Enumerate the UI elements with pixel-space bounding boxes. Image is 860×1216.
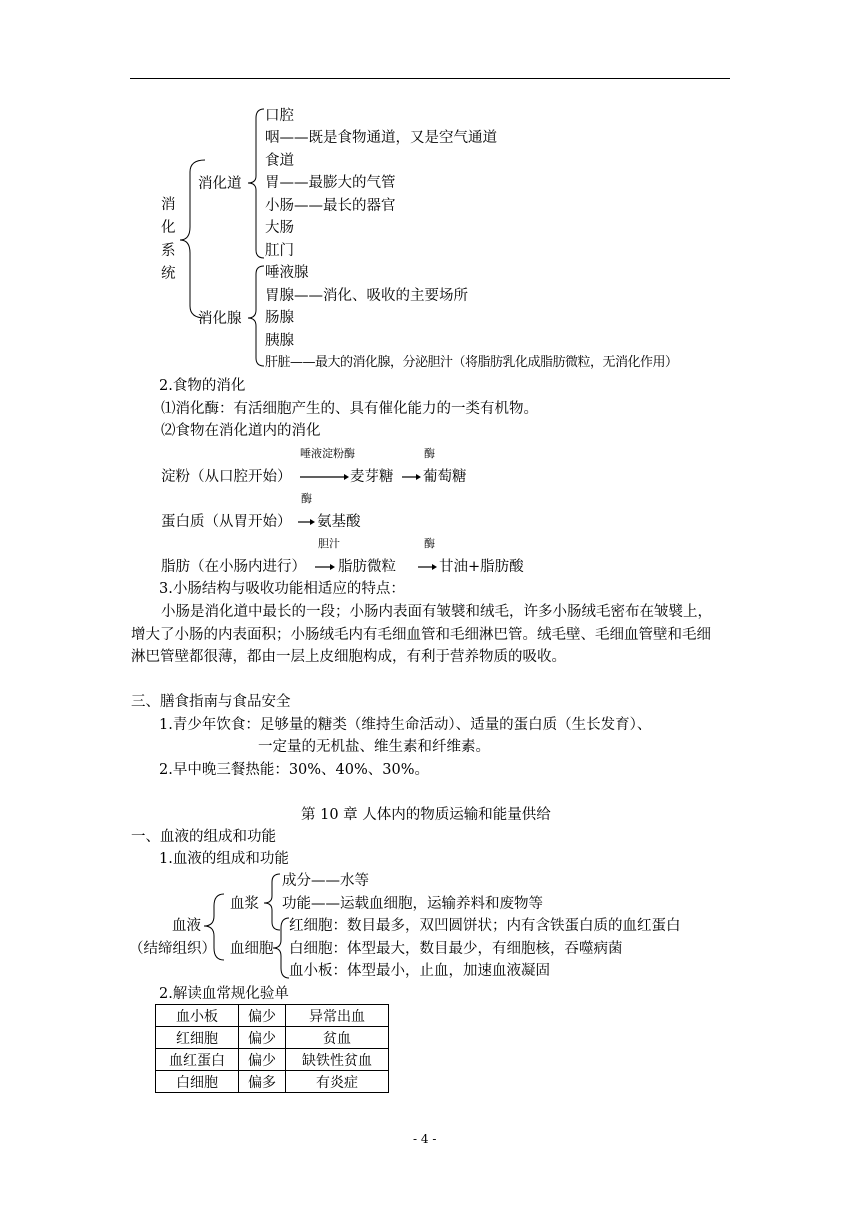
cells-label: 血细胞 (230, 941, 274, 957)
cell-item: 红细胞：数目最多，双凹圆饼状；内有含铁蛋白质的血红蛋白 (289, 918, 681, 934)
starch-mid: 麦芽糖 (350, 469, 394, 485)
chapter-title: 第 10 章 人体内的物质运输和能量供给 (301, 807, 551, 823)
section-heading: 3.小肠结构与吸收功能相适应的特点： (159, 581, 405, 597)
fat-label: 脂肪（在小肠内进行） (161, 559, 306, 575)
system-char: 系 (161, 243, 176, 259)
tract-item: 口腔 (265, 108, 294, 124)
table-row (156, 1071, 389, 1093)
diet-line: 1.青少年饮食：足够量的糖类（维持生命活动）、适量的蛋白质（生长发育）、 (159, 717, 652, 733)
paragraph-line: 增大了小肠的内表面积；小肠绒毛内有毛细血管和毛细淋巴管。绒毛壁、毛细血管壁和毛细 (131, 627, 711, 643)
table-cell: 偏少 (239, 1027, 286, 1049)
starch-end: 葡萄糖 (423, 469, 467, 485)
plasma-label: 血浆 (230, 896, 259, 912)
tract-item: 咽——既是食物通道，又是空气通道 (265, 130, 497, 146)
table-cell: 血小板 (156, 1005, 239, 1027)
section-heading: 一、血液的组成和功能 (131, 829, 276, 845)
tract-item: 肛门 (265, 243, 294, 259)
gland-item: 胰腺 (265, 333, 294, 349)
protein-label: 蛋白质（从胃开始） (161, 514, 292, 530)
gland-item: 唾液腺 (265, 265, 309, 281)
fat-enzyme-1: 胆汁 (318, 537, 340, 550)
fat-end: 甘油+脂肪酸 (439, 559, 524, 575)
starch-enzyme-1: 唾液淀粉酶 (300, 447, 355, 460)
system-char: 化 (161, 220, 176, 236)
tract-item: 胃——最膨大的气管 (265, 175, 396, 191)
plasma-item: 成分——水等 (282, 873, 369, 889)
section-heading: 2.食物的消化 (159, 378, 246, 394)
gland-item: 肝脏——最大的消化腺，分泌胆汁（将脂肪乳化成脂肪微粒，无消化作用） (265, 355, 678, 370)
table-cell: 血红蛋白 (156, 1049, 239, 1071)
blood-label-tissue: （结缔组织） (129, 941, 216, 957)
tract-item: 大肠 (265, 220, 294, 236)
gland-item: 胃腺——消化、吸收的主要场所 (265, 288, 468, 304)
tract-item: 小肠——最长的器官 (265, 198, 396, 214)
system-char: 统 (161, 266, 176, 282)
table-row (156, 1027, 389, 1049)
plasma-item: 功能——运载血细胞，运输养料和废物等 (282, 896, 543, 912)
protein-end: 氨基酸 (317, 514, 361, 530)
table-cell: 异常出血 (286, 1005, 389, 1027)
fat-enzyme-2: 酶 (424, 537, 435, 550)
table-cell: 有炎症 (286, 1071, 389, 1093)
tract-item: 食道 (265, 153, 294, 169)
paragraph-line: 小肠是消化道中最长的一段；小肠内表面有皱襞和绒毛，许多小肠绒毛密布在皱襞上， (161, 604, 712, 620)
tract-label: 消化道 (198, 176, 242, 192)
lab-report-table (155, 1004, 389, 1093)
sub-heading: 1.血液的组成和功能 (159, 851, 289, 867)
cell-item: 血小板：体型最小，止血，加速血液凝固 (289, 963, 550, 979)
table-row (156, 1049, 389, 1071)
table-cell: 白细胞 (156, 1071, 239, 1093)
diet-line: 2.早中晚三餐热能：30%、40%、30%。 (159, 762, 430, 778)
table-cell: 缺铁性贫血 (286, 1049, 389, 1071)
starch-label: 淀粉（从口腔开始） (161, 469, 292, 485)
table-row (156, 1005, 389, 1027)
protein-enzyme: 酶 (301, 492, 312, 505)
gland-label: 消化腺 (198, 311, 242, 327)
table-cell: 偏多 (239, 1071, 286, 1093)
diet-line: 一定量的无机盐、维生素和纤维素。 (258, 739, 490, 755)
starch-enzyme-2: 酶 (424, 447, 435, 460)
sub-heading: ⑵食物在消化道内的消化 (161, 423, 321, 439)
table-cell: 红细胞 (156, 1027, 239, 1049)
paragraph-line: 淋巴管壁都很薄，都由一层上皮细胞构成，有利于营养物质的吸收。 (131, 649, 566, 665)
section-heading: 三、膳食指南与食品安全 (131, 694, 291, 710)
sub-heading: 2.解读血常规化验单 (159, 986, 289, 1002)
table-cell: 贫血 (286, 1027, 389, 1049)
system-char: 消 (161, 197, 176, 213)
blood-label: 血液 (172, 918, 201, 934)
cell-item: 白细胞：体型最大，数目最少，有细胞核，吞噬病菌 (289, 941, 623, 957)
fat-mid: 脂肪微粒 (338, 559, 396, 575)
table-cell: 偏少 (239, 1049, 286, 1071)
page-number: - 4 - (413, 1132, 437, 1146)
enzyme-definition: ⑴消化酶：有活细胞产生的、具有催化能力的一类有机物。 (161, 401, 538, 417)
table-cell: 偏少 (239, 1005, 286, 1027)
gland-item: 肠腺 (265, 310, 294, 326)
